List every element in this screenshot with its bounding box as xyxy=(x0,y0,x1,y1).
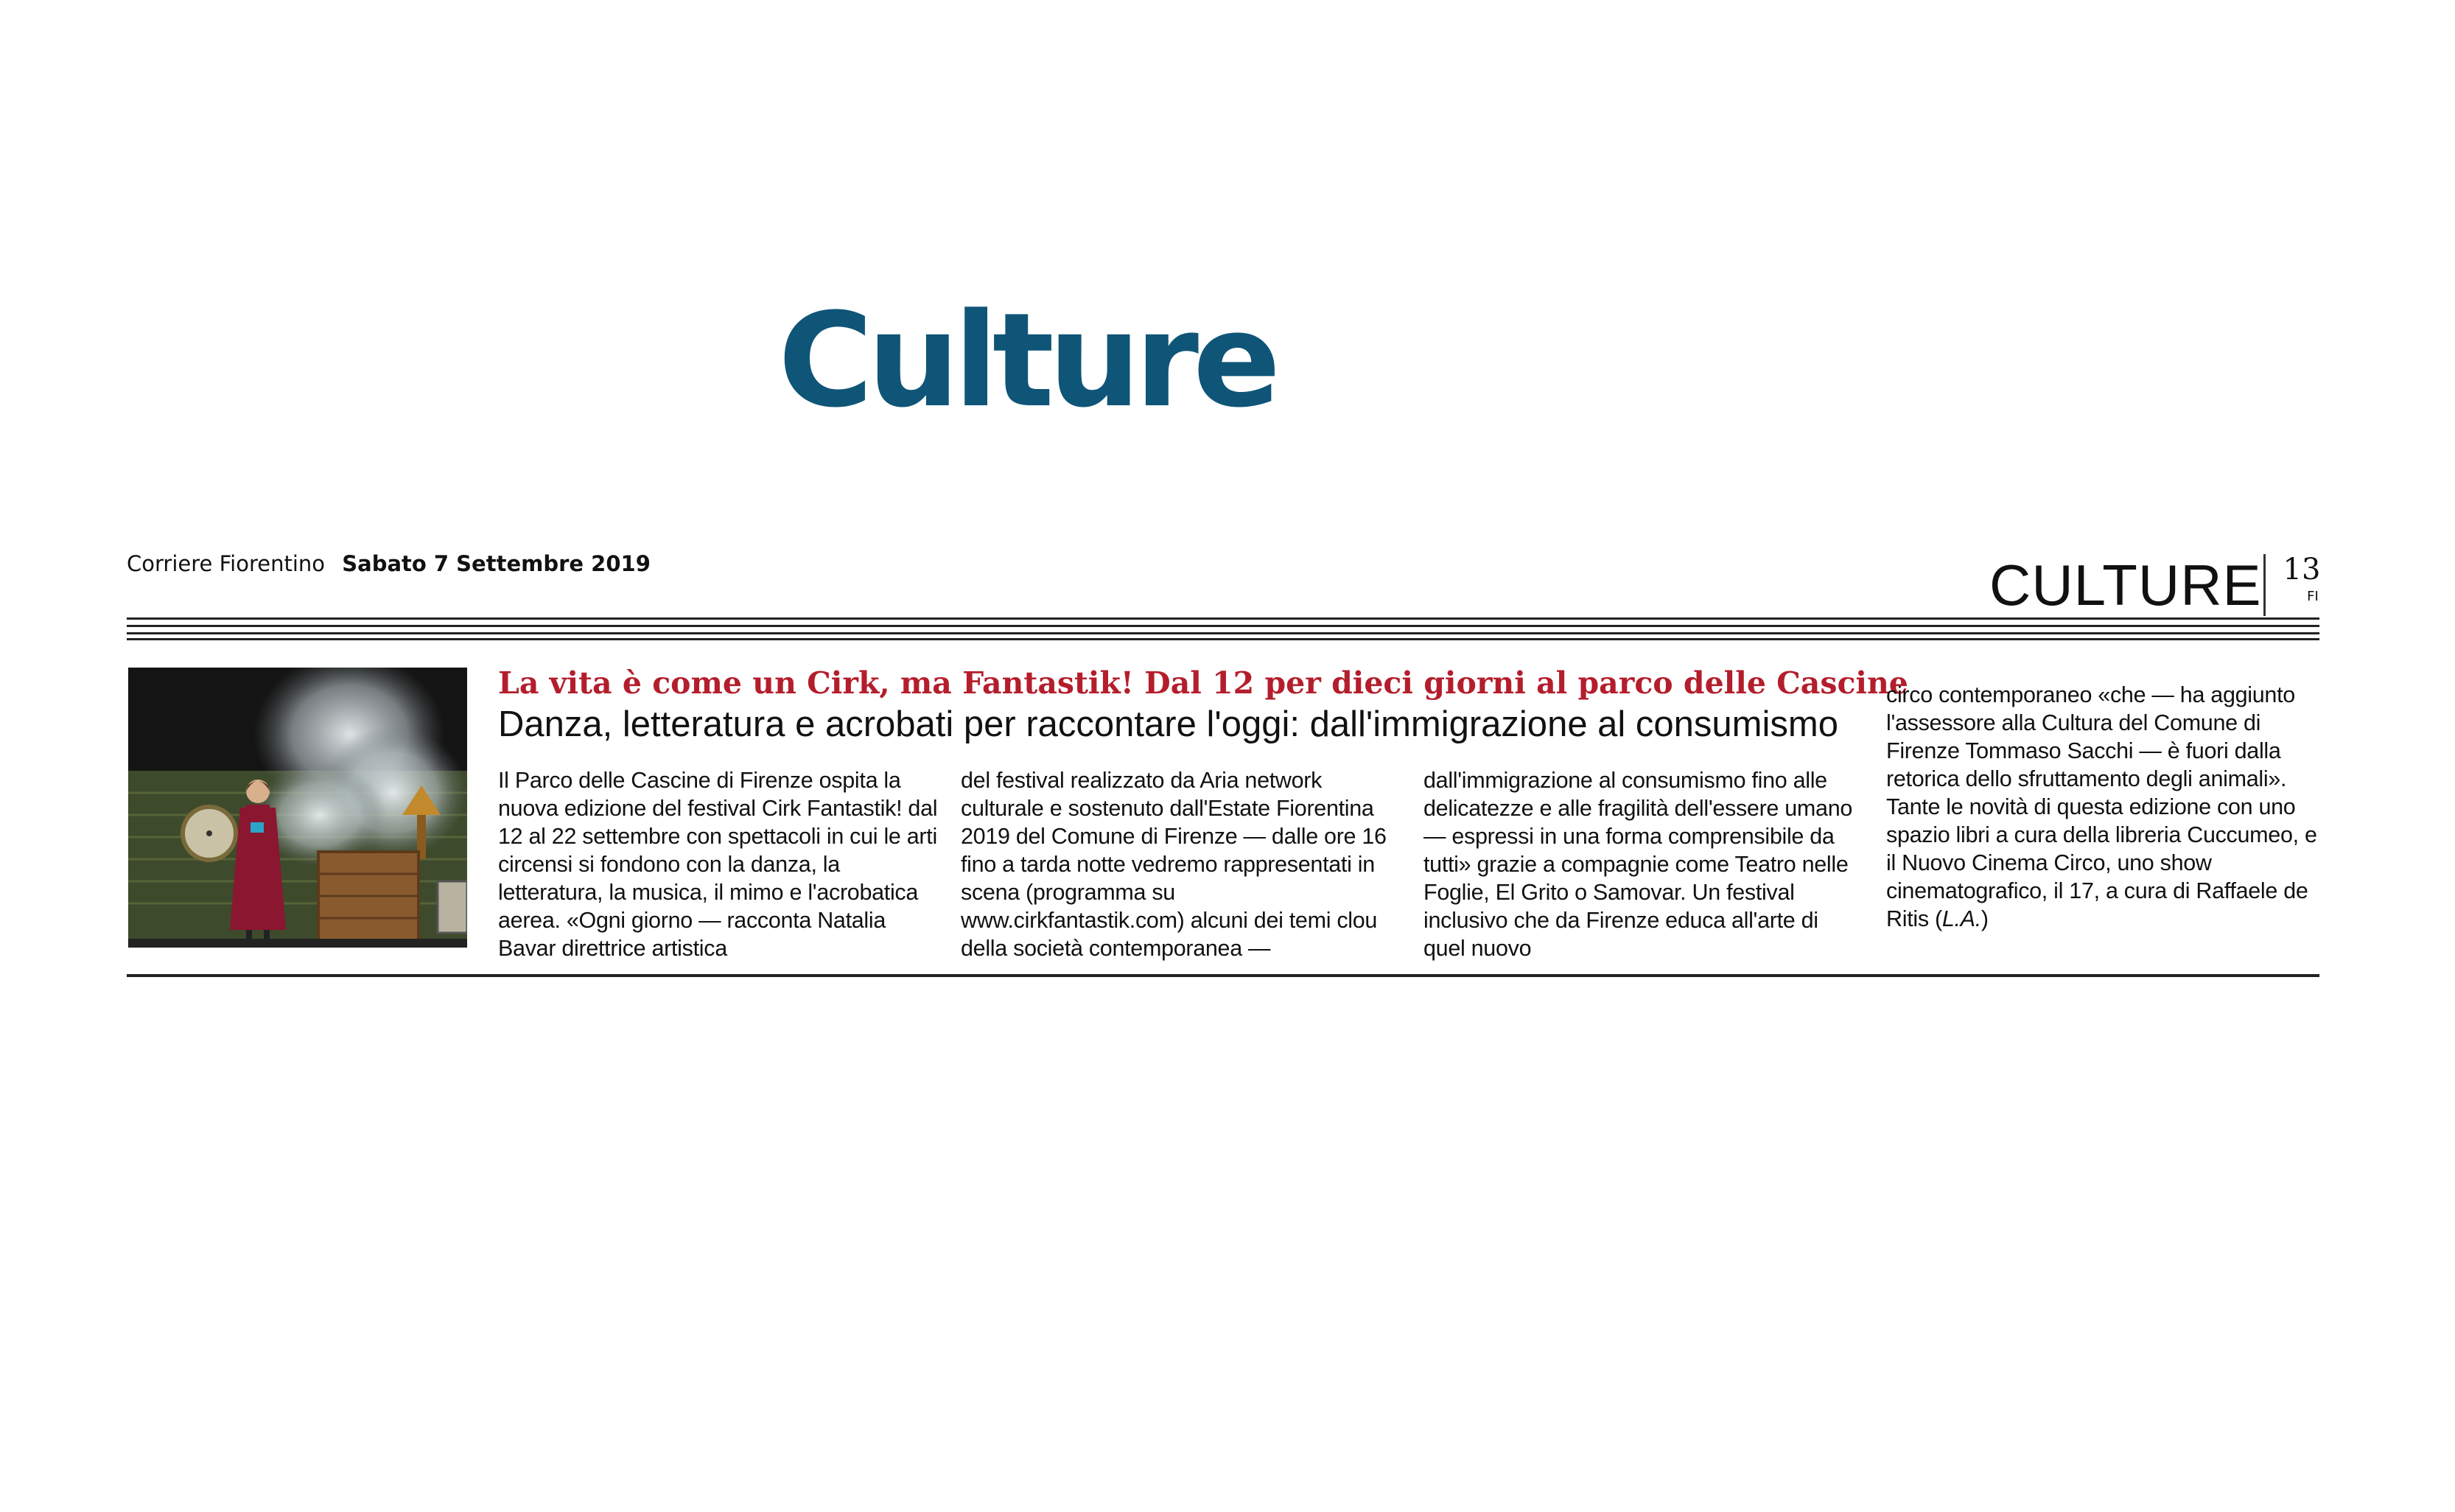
article-photo xyxy=(128,668,467,948)
header-rule xyxy=(127,617,2319,620)
newspaper-name: Corriere Fiorentino xyxy=(127,551,326,576)
paragraph-text: Tante le novità di questa edizione con uno spazio libri a cura della libreria Cuccumeo, e il Nuovo Cinema Circo, uno show cinematografico, il 17, a cura di Raffaele de Ritis xyxy=(1886,794,2317,931)
article-column-1: Il Parco delle Cascine di Firenze ospita la nuova edizione del festival Cirk Fantastik! dal 12 al 22 settembre con spettacoli in cui le arti circensi si fondono con la danza, la letteratura, la musica, il mimo e l'acrobatica aerea. «Ogni giorno — racconta Natalia Bavar direttrice artistica xyxy=(498,768,938,961)
column-paragraph: circo contemporaneo «che — ha aggiunto l'assessore alla Cultura del Comune di Firenze Tommaso Sacchi — è fuori dalla retorica dello sfruttamento degli animali». xyxy=(1886,682,2295,791)
issue-date: Sabato 7 Settembre 2019 xyxy=(342,551,651,576)
page-number: 13 xyxy=(2283,553,2321,587)
article-headline: La vita è come un Cirk, ma Fantastik! Dal 12 per dieci giorni al parco delle Cascine xyxy=(498,665,1908,701)
author-initials: L.A. xyxy=(1941,906,1981,931)
section-divider xyxy=(2263,554,2266,616)
article-subhead: Danza, letteratura e acrobati per raccontare l'oggi: dall'immigrazione al consumismo xyxy=(498,704,1838,744)
header-rule xyxy=(127,632,2319,634)
section-title: CULTURE xyxy=(1989,553,2262,617)
article-column-3: dall'immigrazione al consumismo fino alle delicatezze e alle fragilità dell'essere umano — espressi in una forma comprensibile da tutti» grazie a compagnie come Teatro nelle Foglie, El Grito o Samovar. Un festival inclusivo che da Firenze educa all'arte di quel nuovo xyxy=(1423,768,1853,961)
masthead xyxy=(127,547,651,581)
header-rule xyxy=(127,625,2319,627)
article-bottom-rule xyxy=(127,974,2319,977)
column-paragraph: Tante le novità di questa edizione con uno spazio libri a cura della libreria Cuccumeo, e il Nuovo Cinema Circo, uno show cinematografico, il 17, a cura di Raffaele de Ritis (L.A.) xyxy=(1886,794,2317,931)
article-column-2: del festival realizzato da Aria network culturale e sostenuto dall'Estate Fiorentina 2019 del Comune di Firenze — dalle ore 16 fino a tarda notte vedremo rappresentati in scena (programma su www.cirkfantastik.com) alcuni dei temi clou della società contemporanea — xyxy=(961,768,1387,961)
header-rule xyxy=(127,638,2319,640)
article-column-4 xyxy=(1886,681,2328,933)
section-logo: Culture xyxy=(778,285,1275,436)
edition-code: FI xyxy=(2307,589,2319,604)
